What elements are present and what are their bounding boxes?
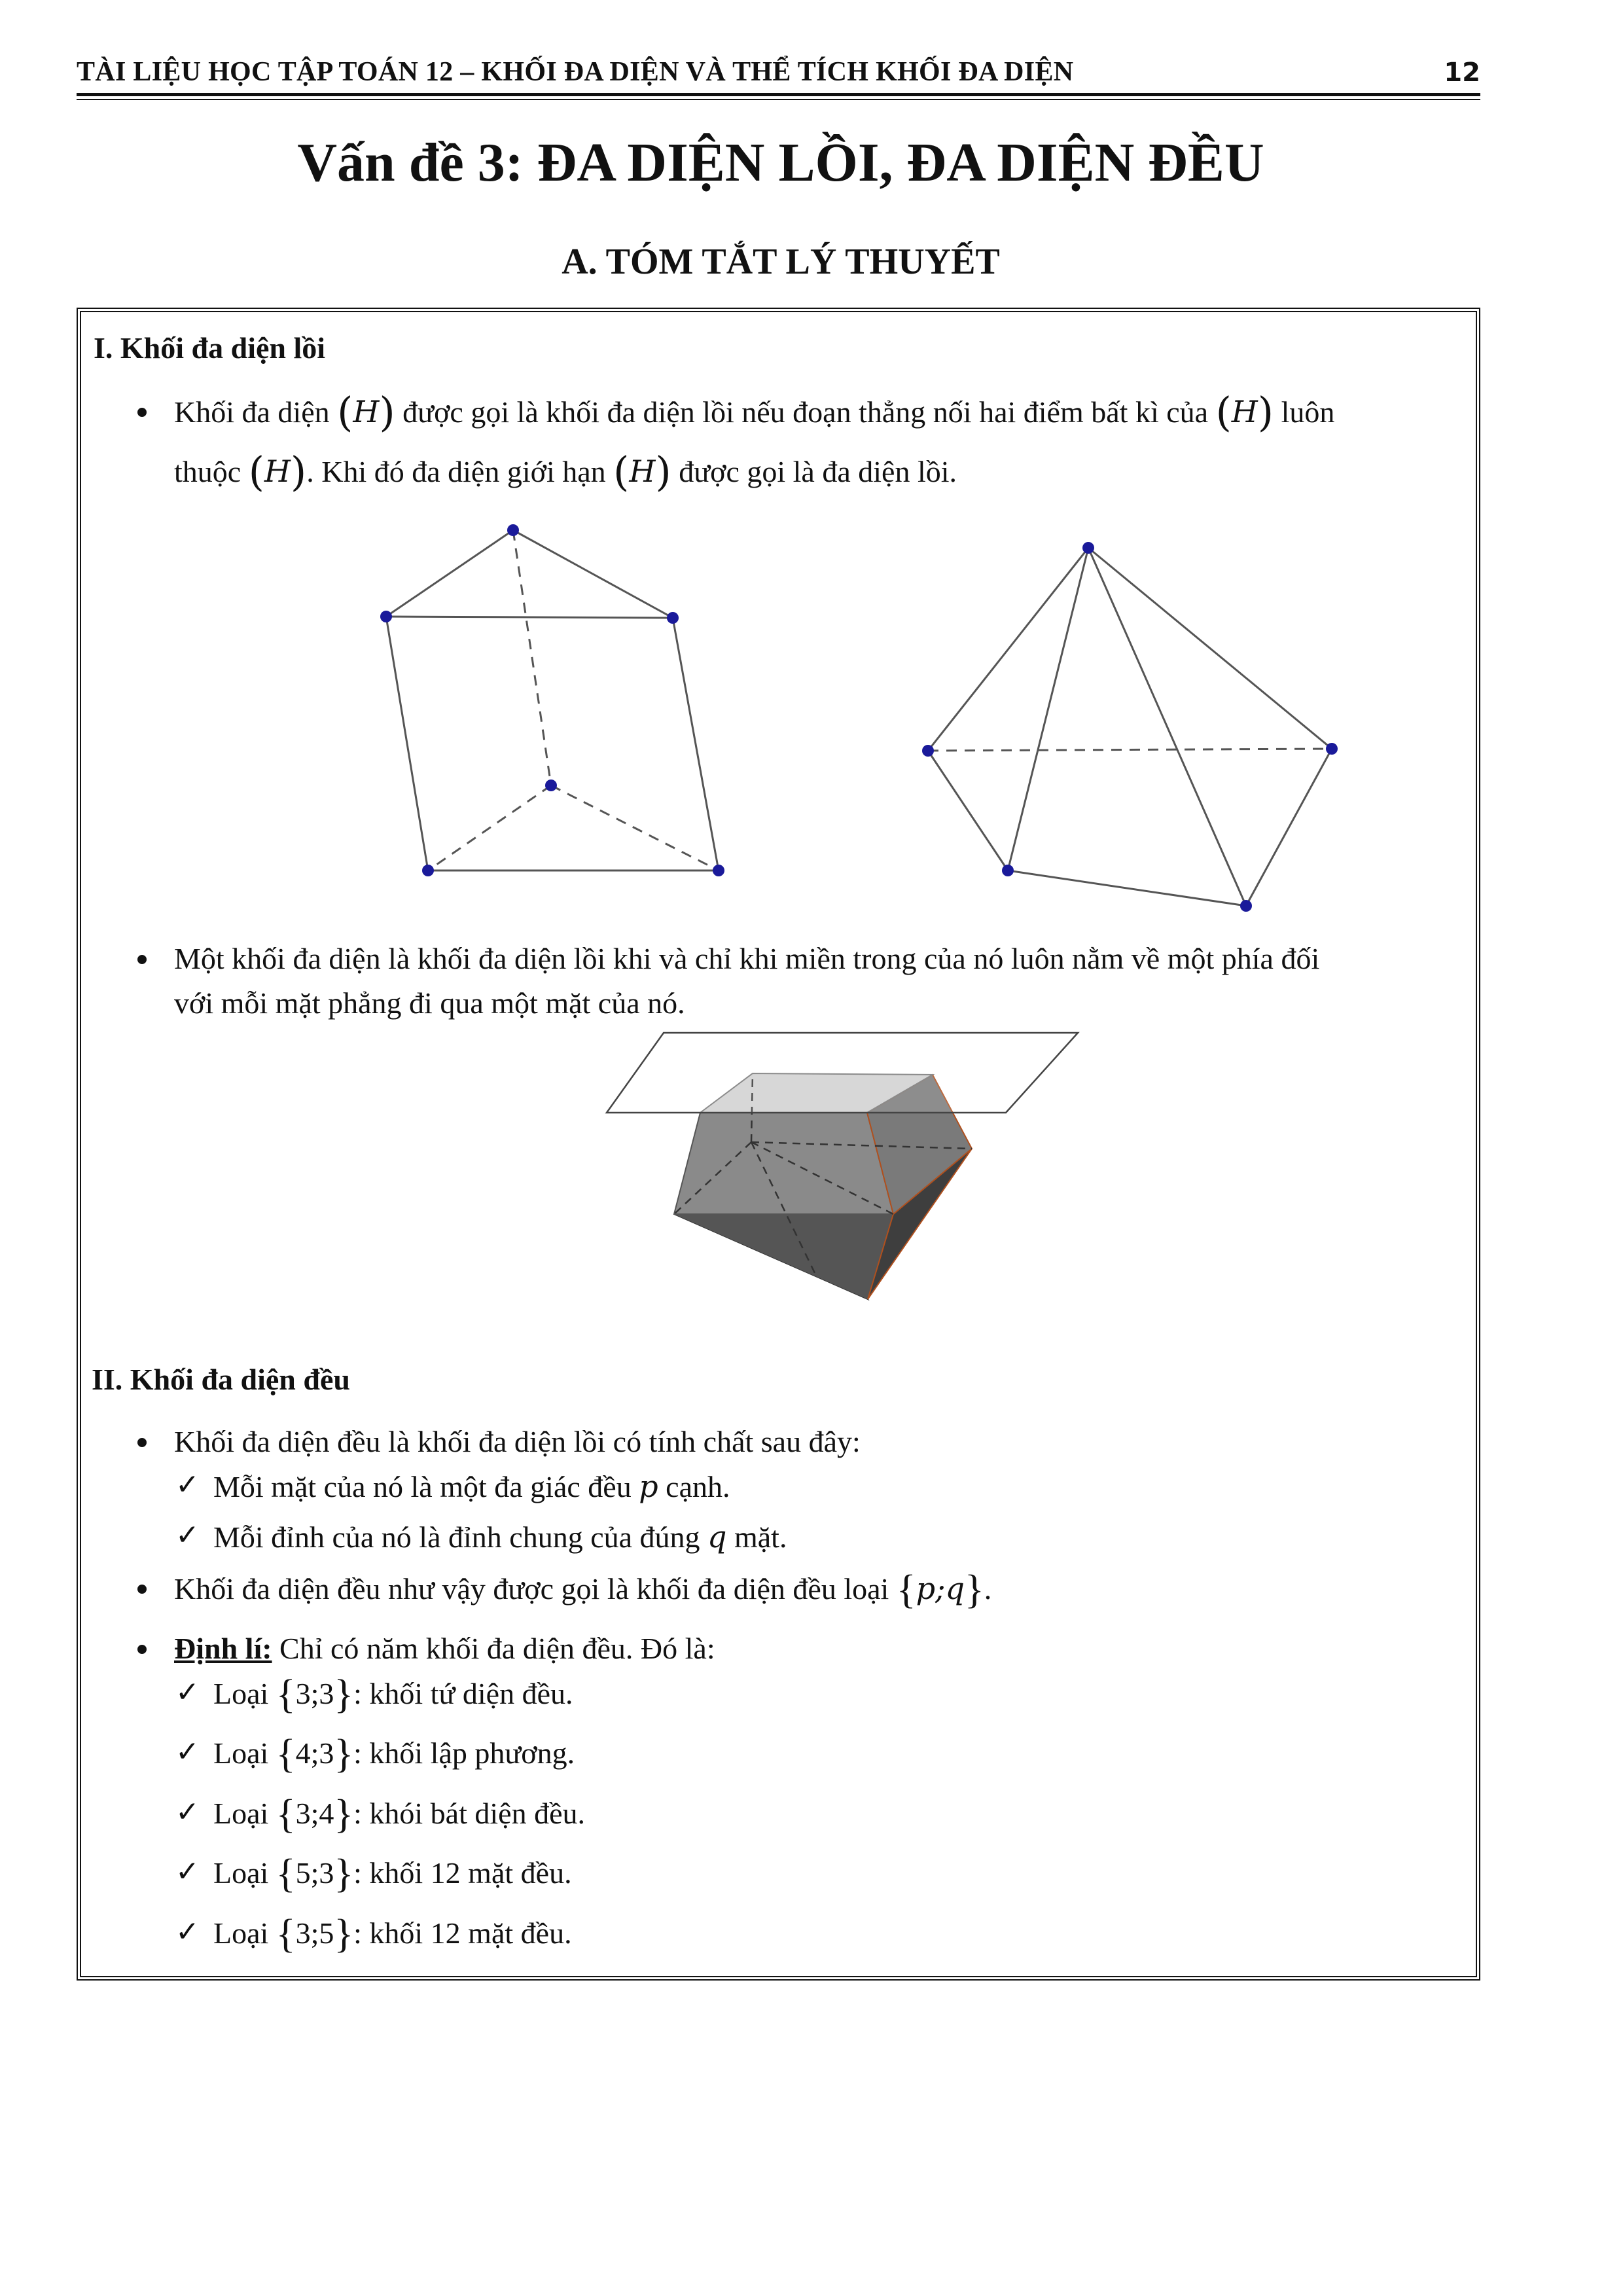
- pyramid-edge: [1088, 548, 1246, 906]
- bullet-dot-icon: [137, 955, 147, 964]
- prism-hidden-edge: [513, 530, 551, 785]
- regular-type-item: [213, 1852, 572, 1896]
- section-1-heading: I. Khối đa diện lồi: [94, 331, 326, 365]
- property-p: [213, 1471, 730, 1502]
- checkmark-icon: ✓: [175, 1795, 200, 1829]
- text-span: . Khi đó đa diện giới hạn: [306, 455, 614, 488]
- text-span: Loại: [213, 1677, 276, 1710]
- text-span: : khói bát diện đều.: [353, 1797, 585, 1830]
- pyramid-edge: [928, 548, 1088, 751]
- cutting-plane: [607, 1033, 1078, 1113]
- checkmark-icon: ✓: [175, 1915, 200, 1948]
- type-pq: 3;3: [295, 1677, 334, 1710]
- text-span: Chỉ có năm khối đa diện đều. Đó là:: [272, 1632, 715, 1665]
- paren-open: (: [1215, 388, 1232, 436]
- brace-close: }: [334, 1912, 354, 1956]
- text-span: Loại: [213, 1856, 276, 1890]
- brace-open: {: [276, 1672, 296, 1717]
- solid-lower-face: [674, 1214, 893, 1299]
- bullet-dot-icon: [137, 1645, 147, 1654]
- brace-close: }: [964, 1568, 984, 1612]
- theorem-label: Định lí:: [174, 1632, 272, 1665]
- checkmark-icon: ✓: [175, 1518, 200, 1552]
- polyhedron-plane-figure: [602, 1021, 1086, 1335]
- brace-close: }: [334, 1792, 354, 1837]
- pyramid-edge: [1088, 548, 1332, 749]
- prism-edge: [386, 617, 673, 618]
- convex-criterion-line-1: Một khối đa diện là khối đa diện lồi khi và chỉ khi miền trong của nó luôn nằm về một phía đối: [174, 942, 1320, 975]
- type-pq: 4;3: [295, 1736, 334, 1770]
- section-subtitle: A. TÓM TẮT LÝ THUYẾT: [562, 242, 1000, 282]
- vertex-dot: [1082, 542, 1094, 554]
- text-span: Mỗi đỉnh của nó là đỉnh chung của đúng: [213, 1520, 708, 1554]
- brace-close: }: [334, 1672, 354, 1717]
- header-title: TÀI LIỆU HỌC TẬP TOÁN 12 – KHỐI ĐA DIỆN VÀ THỂ TÍCH KHỐI ĐA DIỆN: [77, 57, 1074, 87]
- checkmark-icon: ✓: [175, 1735, 200, 1768]
- prism-edge: [386, 617, 428, 870]
- brace-open: {: [276, 1912, 296, 1956]
- text-span: cạnh.: [658, 1470, 730, 1503]
- convex-criterion-line-2: với mỗi mặt phẳng đi qua một mặt của nó.: [174, 986, 685, 1020]
- text-span: : khối 12 mặt đều.: [353, 1916, 572, 1950]
- math-pq: p;q: [916, 1571, 965, 1606]
- type-pq: 3;5: [295, 1916, 334, 1950]
- regular-type-item: [213, 1732, 575, 1776]
- regular-definition: Khối đa diện đều là khối đa diện lồi có tính chất sau đây:: [174, 1425, 861, 1458]
- vertex-dot: [1326, 743, 1338, 755]
- solid-upper-face: [674, 1113, 893, 1214]
- text-span: được gọi là khối đa diện lồi nếu đoạn thẳng nối hai điểm bất kì của: [395, 395, 1216, 429]
- pyramid-edge: [1008, 870, 1246, 906]
- convex-definition-line-2: [174, 448, 957, 495]
- pyramid-edge: [1246, 749, 1332, 906]
- text-span: mặt.: [726, 1520, 787, 1554]
- paren-close: ): [379, 388, 395, 436]
- paren-open: (: [248, 448, 264, 495]
- theorem-line: [174, 1634, 715, 1664]
- text-span: Khối đa diện đều như vậy được gọi là khối đa diện đều loại: [174, 1572, 897, 1605]
- convex-definition-line-1: [174, 388, 1335, 436]
- pyramid-hidden-edge: [928, 749, 1332, 751]
- text-span: luôn: [1274, 395, 1335, 429]
- prism-edge: [513, 530, 673, 618]
- math-var-h: H: [264, 454, 291, 489]
- math-var-p: p: [639, 1469, 658, 1504]
- header-rule-thick: [77, 93, 1480, 96]
- type-pq-sentence: [174, 1568, 992, 1612]
- checkmark-icon: ✓: [175, 1468, 200, 1501]
- text-span: .: [984, 1572, 992, 1605]
- brace-open: {: [276, 1732, 296, 1776]
- vertex-dot: [713, 865, 724, 876]
- vertex-dot: [667, 612, 679, 624]
- page-number: 12: [1444, 58, 1480, 88]
- regular-type-item: [213, 1912, 572, 1956]
- regular-type-item: [213, 1672, 573, 1717]
- paren-open: (: [613, 448, 630, 495]
- regular-type-item: [213, 1792, 585, 1837]
- pyramid-edge: [928, 751, 1008, 870]
- page-header: [77, 54, 1480, 93]
- text-span: : khối 12 mặt đều.: [353, 1856, 572, 1890]
- vertex-dot: [1240, 900, 1252, 912]
- math-var-h: H: [1231, 394, 1258, 429]
- pyramid-edge: [1008, 548, 1088, 870]
- brace-open: {: [276, 1852, 296, 1896]
- header-rule-thin: [77, 99, 1480, 100]
- vertex-dot: [1002, 865, 1014, 876]
- text-span: được gọi là đa diện lồi.: [671, 455, 957, 488]
- bullet-dot-icon: [137, 1585, 147, 1594]
- section-2-heading: II. Khối đa diện đều: [92, 1363, 350, 1396]
- vertex-dot: [380, 611, 392, 622]
- text-span: Khối đa diện: [174, 395, 338, 429]
- paren-close: ): [1257, 388, 1274, 436]
- property-q: [213, 1519, 787, 1554]
- text-span: Loại: [213, 1916, 276, 1950]
- vertex-dot: [507, 524, 519, 536]
- math-var-h: H: [629, 454, 656, 489]
- bullet-dot-icon: [137, 1438, 147, 1447]
- vertex-dot: [422, 865, 434, 876]
- prism-edge: [673, 618, 719, 870]
- vertex-dot: [545, 780, 557, 791]
- type-pq: 3;4: [295, 1797, 334, 1830]
- brace-open: {: [896, 1568, 916, 1612]
- checkmark-icon: ✓: [175, 1676, 200, 1709]
- vertex-dot: [922, 745, 934, 757]
- prism-figure: [366, 517, 740, 884]
- text-span: Mỗi mặt của nó là một đa giác đều: [213, 1470, 639, 1503]
- prism-edge: [386, 530, 513, 617]
- brace-close: }: [334, 1852, 354, 1896]
- math-var-h: H: [353, 394, 380, 429]
- prism-hidden-edge: [551, 785, 719, 870]
- pyramid-figure: [910, 530, 1342, 916]
- brace-open: {: [276, 1792, 296, 1837]
- paren-close: ): [291, 448, 307, 495]
- text-span: Loại: [213, 1797, 276, 1830]
- text-span: thuộc: [174, 455, 249, 488]
- brace-close: }: [334, 1732, 354, 1776]
- math-var-q: q: [707, 1519, 727, 1554]
- text-span: Loại: [213, 1736, 276, 1770]
- paren-open: (: [337, 388, 353, 436]
- checkmark-icon: ✓: [175, 1855, 200, 1888]
- text-span: : khối tứ diện đều.: [353, 1677, 573, 1710]
- page-title: Vấn đề 3: ĐA DIỆN LỒI, ĐA DIỆN ĐỀU: [297, 132, 1264, 193]
- paren-close: ): [655, 448, 671, 495]
- text-span: : khối lập phương.: [353, 1736, 575, 1770]
- bullet-dot-icon: [137, 408, 147, 417]
- prism-hidden-edge: [428, 785, 551, 870]
- type-pq: 5;3: [295, 1856, 334, 1890]
